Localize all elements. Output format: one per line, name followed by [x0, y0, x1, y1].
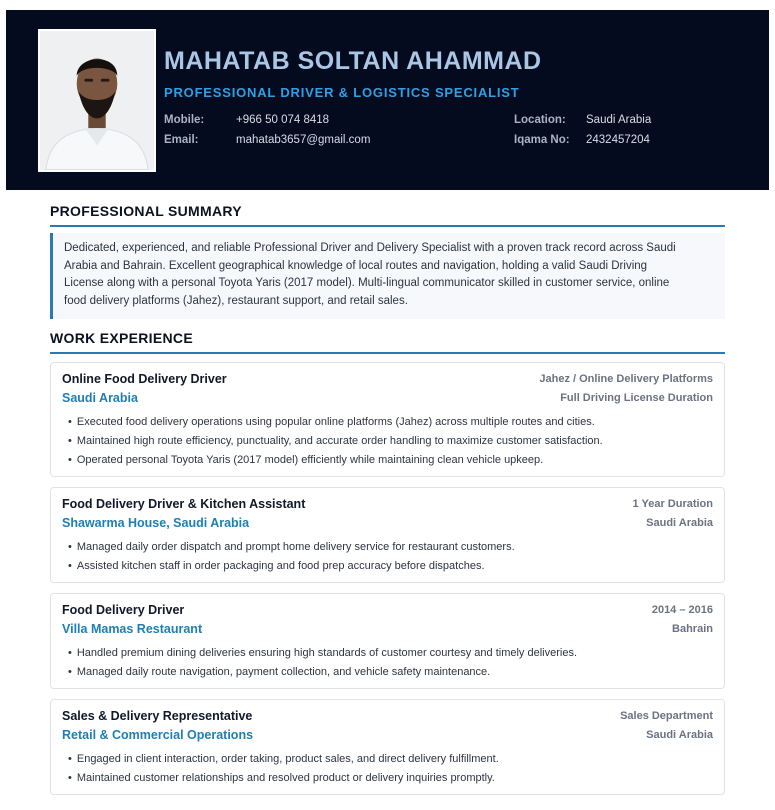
list-item: • Managed daily order dispatch and prompt home delivery service for restaurant customers.: [68, 538, 713, 557]
list-item: • Handled premium dining deliveries ensuring high standards of customer courtesy and timely deliveries.: [68, 644, 713, 663]
candidate-name: MAHATAB SOLTAN AHAMMAD: [164, 47, 542, 75]
list-item: • Assisted kitchen staff in order packaging and food prep accuracy before dispatches.: [68, 557, 713, 576]
contact-location: [514, 114, 651, 126]
profile-photo: [38, 29, 156, 172]
summary-box: [50, 233, 725, 319]
job-bullets: [68, 750, 713, 788]
job-meta: Full Driving License Duration: [560, 392, 713, 404]
email-label: Email:: [164, 134, 199, 146]
job-bullets: [68, 413, 713, 470]
job-organization: Retail & Commercial Operations: [62, 728, 254, 742]
job-card: [50, 593, 725, 689]
job-meta: 1 Year Duration: [632, 498, 713, 510]
job-card: [50, 487, 725, 583]
mobile-label: Mobile:: [164, 114, 205, 126]
iqama-label: Iqama No:: [514, 134, 570, 146]
summary-heading: PROFESSIONAL SUMMARY: [50, 203, 725, 227]
job-title: Online Food Delivery Driver: [62, 372, 227, 386]
job-title: Sales & Delivery Representative: [62, 709, 253, 723]
location-value: Saudi Arabia: [586, 114, 652, 126]
summary-line: food delivery platforms (Jahez), restaurant support, and retail sales.: [64, 294, 408, 307]
contact-email: [164, 134, 370, 146]
iqama-value: 2432457204: [586, 134, 650, 146]
mobile-value: +966 50 074 8418: [236, 114, 330, 126]
summary-line: License along with a personal Toyota Yaris (2017 model). Multi-lingual communicator skilled in customer service, online: [64, 277, 670, 289]
job-meta: Sales Department: [620, 710, 713, 722]
contact-mobile: [164, 114, 329, 126]
job-organization: Shawarma House, Saudi Arabia: [62, 516, 250, 530]
job-organization: Saudi Arabia: [62, 391, 138, 405]
location-label: Location:: [514, 114, 566, 126]
candidate-tagline: PROFESSIONAL DRIVER & LOGISTICS SPECIALIST: [164, 85, 520, 100]
summary-line: Dedicated, experienced, and reliable Professional Driver and Delivery Specialist with a proven track record across Saudi: [64, 242, 676, 254]
job-meta: Bahrain: [672, 623, 713, 635]
person-portrait-icon: [40, 31, 154, 170]
job-meta: Jahez / Online Delivery Platforms: [539, 373, 713, 385]
job-card: [50, 362, 725, 477]
job-bullets: [68, 538, 713, 576]
job-bullets: [68, 644, 713, 682]
list-item: • Maintained customer relationships and resolved product or delivery inquiries promptly.: [68, 769, 713, 788]
job-meta: Saudi Arabia: [646, 729, 713, 741]
job-card: [50, 699, 725, 795]
summary-line: Arabia and Bahrain. Excellent geographical knowledge of local routes and navigation, holding a valid Saudi Driving: [64, 259, 648, 272]
contact-iqama: [514, 134, 650, 146]
resume-header: [6, 10, 769, 190]
job-meta: Saudi Arabia: [646, 517, 713, 529]
list-item: • Engaged in client interaction, order taking, product sales, and direct delivery fulfillment.: [68, 750, 713, 769]
list-item: • Managed daily route navigation, payment collection, and vehicle safety maintenance.: [68, 663, 713, 682]
experience-heading: WORK EXPERIENCE: [50, 330, 725, 354]
list-item: • Maintained high route efficiency, punctuality, and accurate order handling to maximize customer satisfaction.: [68, 432, 713, 451]
job-meta: 2014 – 2016: [651, 604, 713, 616]
list-item: • Executed food delivery operations using popular online platforms (Jahez) across multiple routes and cities.: [68, 413, 713, 432]
email-value[interactable]: mahatab3657@gmail.com: [236, 134, 371, 146]
list-item: • Operated personal Toyota Yaris (2017 model) efficiently while maintaining clean vehicle upkeep.: [68, 451, 713, 470]
job-title: Food Delivery Driver: [62, 603, 185, 617]
job-organization: Villa Mamas Restaurant: [62, 622, 203, 636]
job-title: Food Delivery Driver & Kitchen Assistant: [62, 497, 306, 511]
